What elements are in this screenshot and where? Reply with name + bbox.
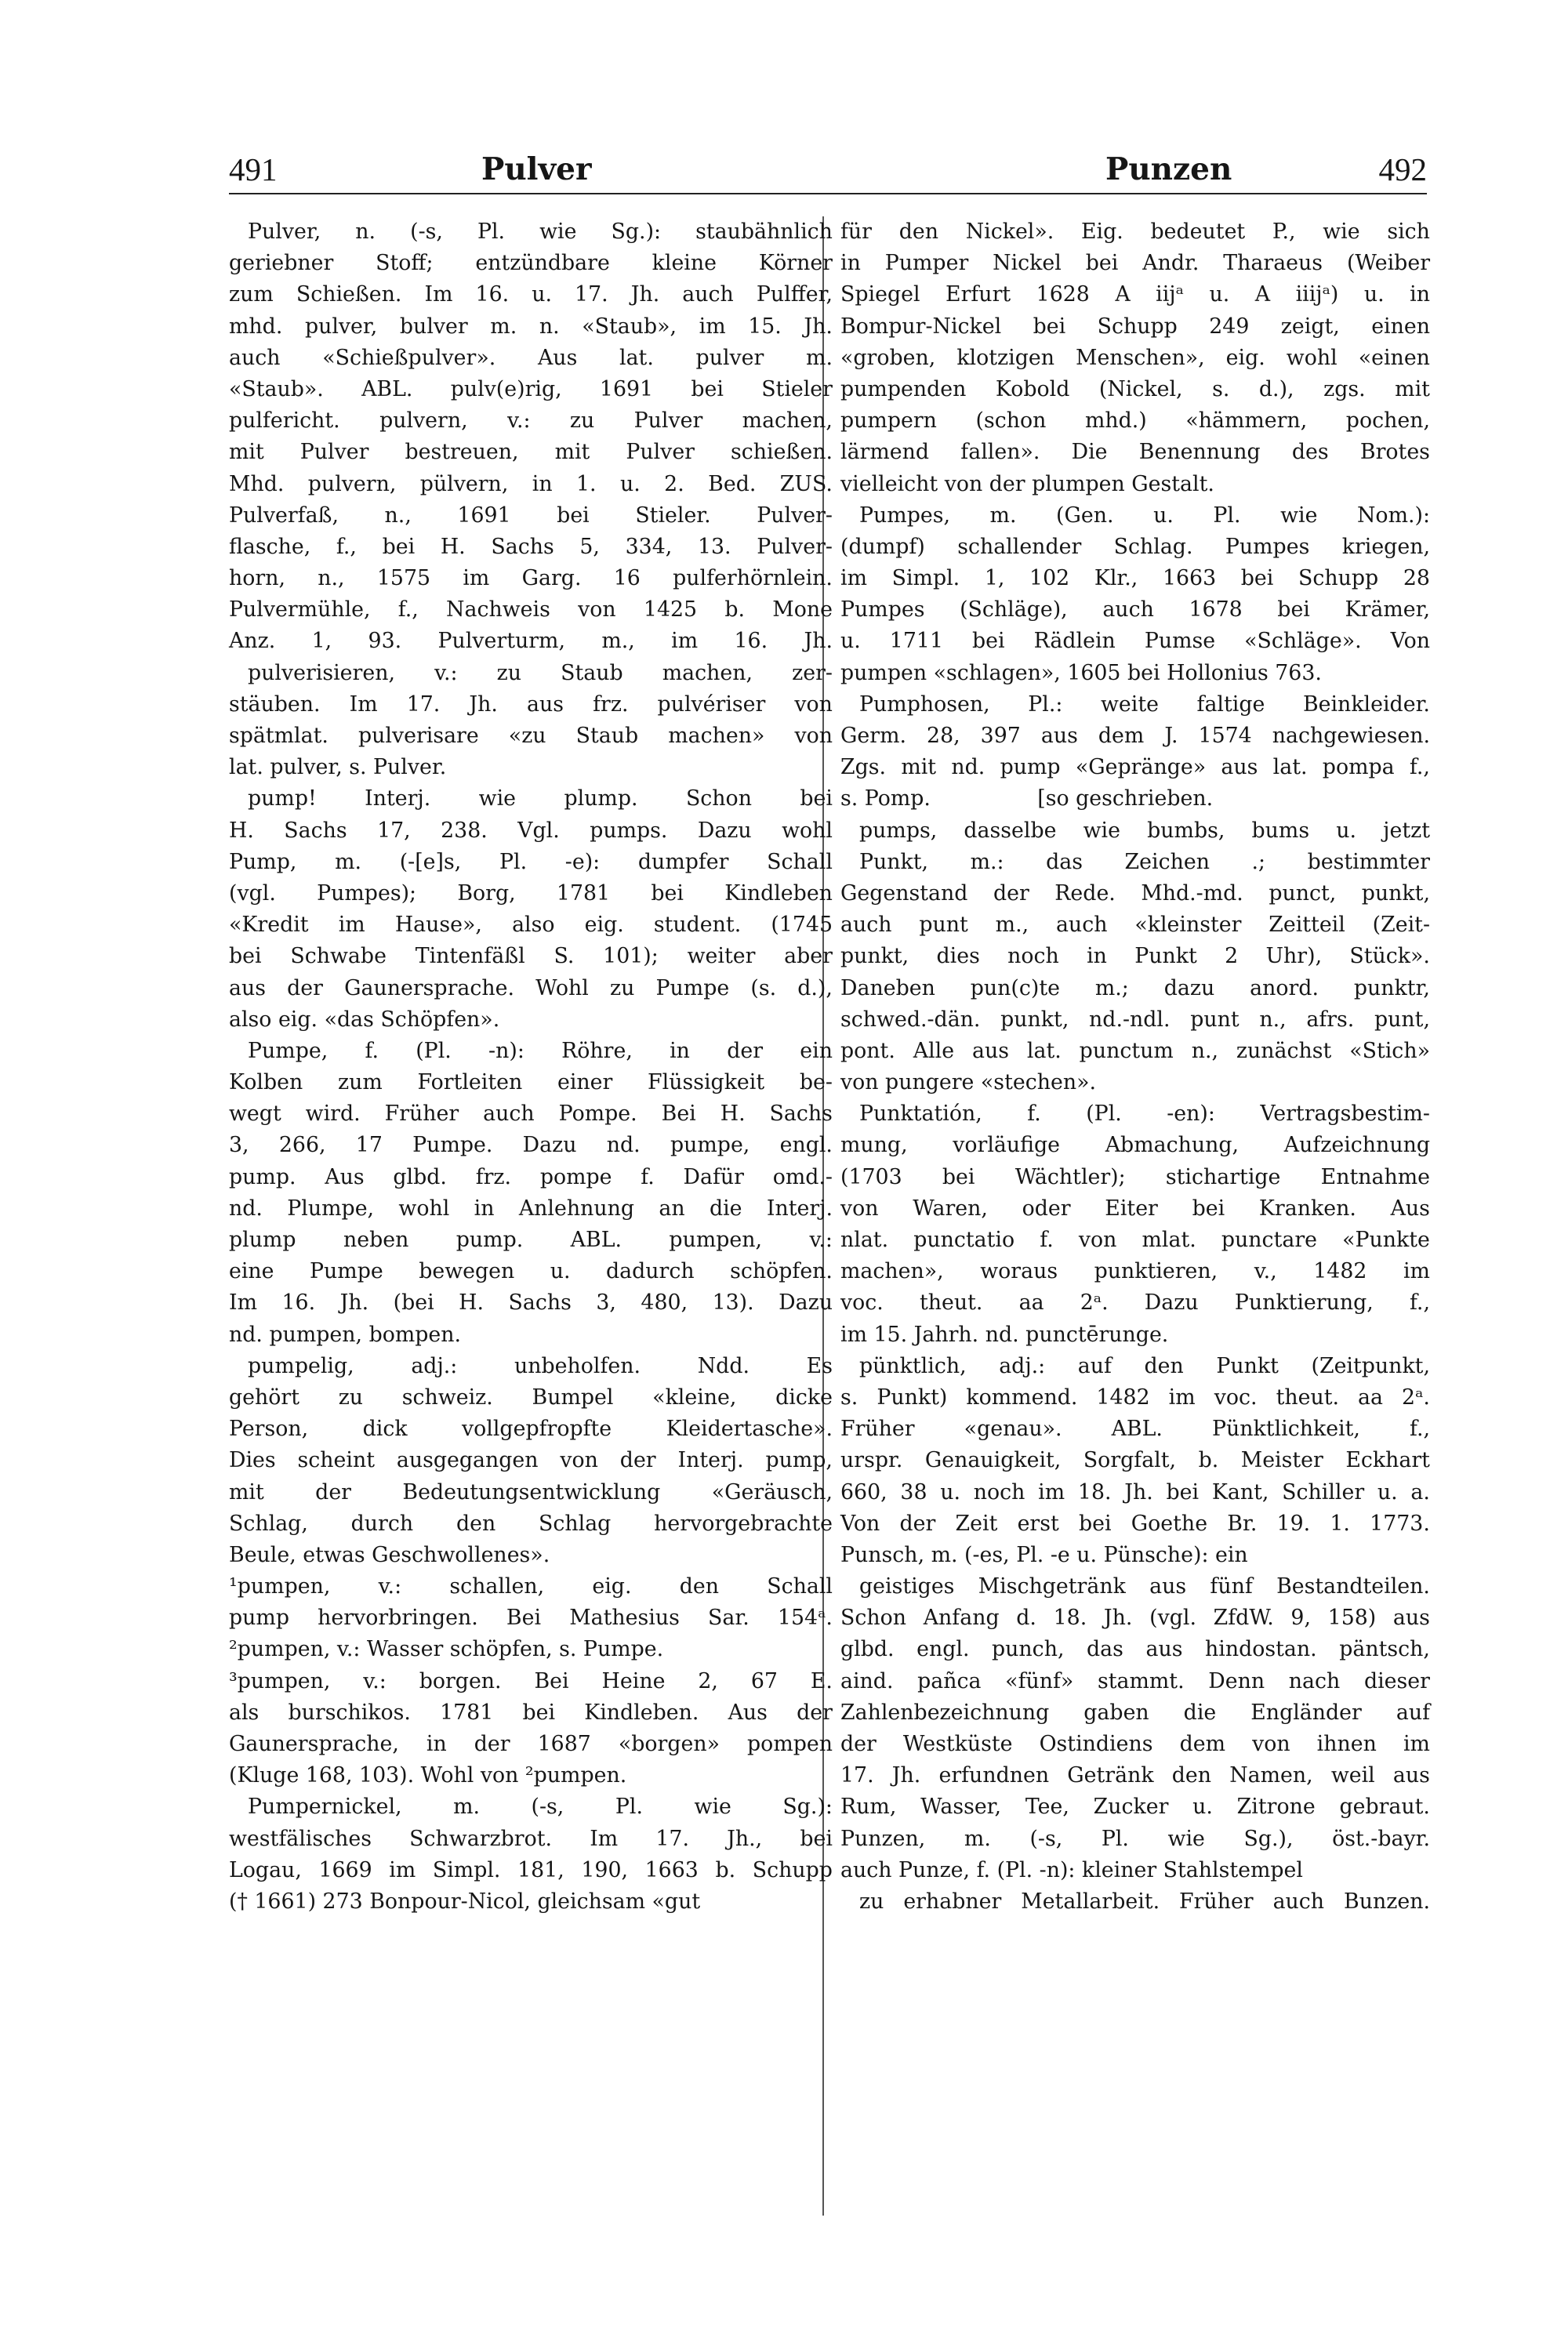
left-column-line: Person, dick vollgepfropfte Kleidertasche».: [229, 1417, 833, 1442]
right-column-line: von pungere «stechen».: [840, 1070, 1096, 1095]
guide-word-right: Punzen: [1105, 151, 1232, 187]
right-column-line: lärmend fallen». Die Benennung des Brotes: [840, 440, 1430, 465]
left-column-line: ²pumpen, v.: Wasser schöpfen, s. Pumpe.: [229, 1637, 664, 1662]
left-column-line: († 1661) 273 Bonpour-Nicol, gleichsam «gut: [229, 1889, 701, 1914]
right-column-line: Bompur-Nickel bei Schupp 249 zeigt, einen: [840, 314, 1430, 339]
left-column-line: Mhd. pulvern, pülvern, in 1. u. 2. Bed. ZUS.: [229, 471, 833, 496]
running-header: [229, 147, 1427, 194]
left-column-line: flasche, f., bei H. Sachs 5, 334, 13. Pulver-: [229, 534, 833, 559]
left-column-line: auch «Schießpulver». Aus lat. pulver m.: [229, 345, 833, 370]
left-column-line: Pumpe, f. (Pl. -n): Röhre, in der ein: [248, 1038, 833, 1063]
right-column-line: «groben, klotzigen Menschen», eig. wohl «einen: [840, 345, 1430, 370]
left-column-line: Anz. 1, 93. Pulverturm, m., im 16. Jh.: [229, 629, 833, 654]
right-column-line: Punzen, m. (-s, Pl. wie Sg.), öst.-bayr.: [840, 1826, 1430, 1851]
right-column-line: Gegenstand der Rede. Mhd.-md. punct, punkt,: [840, 880, 1430, 906]
left-column-line: westfälisches Schwarzbrot. Im 17. Jh., bei: [229, 1826, 833, 1851]
right-column-line: s. Pomp. [so geschrieben.: [840, 786, 1214, 811]
left-column-line: spätmlat. pulverisare «zu Staub machen» von: [229, 724, 833, 748]
left-column-line: pulfericht. pulvern, v.: zu Pulver machen,: [229, 408, 833, 434]
left-column-line: zum Schießen. Im 16. u. 17. Jh. auch Pulffer,: [229, 282, 833, 307]
right-column-line: (dumpf) schallender Schlag. Pumpes kriegen,: [840, 534, 1430, 559]
right-column: [840, 216, 1430, 1918]
left-column-line: Dies scheint ausgegangen von der Interj. pump,: [229, 1448, 833, 1473]
left-column-line: ¹pumpen, v.: schallen, eig. den Schall: [229, 1574, 833, 1599]
left-column-line: Kolben zum Fortleiten einer Flüssigkeit be-: [229, 1070, 833, 1095]
left-column-line: pump hervorbringen. Bei Mathesius Sar. 154ᵃ.: [229, 1606, 833, 1631]
right-column-line: voc. theut. aa 2ᵃ. Dazu Punktierung, f.,: [840, 1290, 1430, 1316]
right-column-line: Von der Zeit erst bei Goethe Br. 19. 1. 1773.: [840, 1511, 1430, 1536]
right-column-line: der Westküste Ostindiens dem von ihnen im: [840, 1732, 1430, 1756]
right-column-line: Spiegel Erfurt 1628 A iijᵃ u. A iiijᵃ) u. in: [840, 282, 1430, 307]
right-column-line: pumpenden Kobold (Nickel, s. d.), zgs. mit: [840, 376, 1430, 401]
right-column-line: pumpern (schon mhd.) «hämmern, pochen,: [840, 408, 1430, 434]
right-column-line: pumpen «schlagen», 1605 bei Hollonius 763.: [840, 660, 1322, 685]
left-column-line: Pulverfaß, n., 1691 bei Stieler. Pulver-: [229, 503, 833, 528]
right-column-line: mung, vorläufige Abmachung, Aufzeichnung: [840, 1133, 1430, 1158]
right-column-line: vielleicht von der plumpen Gestalt.: [840, 471, 1214, 496]
right-column-line: pont. Alle aus lat. punctum n., zunächst «Stich»: [840, 1038, 1430, 1063]
left-column-line: aus der Gaunersprache. Wohl zu Pumpe (s. d.),: [229, 975, 833, 1000]
right-column-line: für den Nickel». Eig. bedeutet P., wie sich: [840, 220, 1430, 244]
right-column-line: im Simpl. 1, 102 Klr., 1663 bei Schupp 28: [840, 566, 1430, 591]
right-column-line: Daneben pun(c)te m.; dazu anord. punktr,: [840, 975, 1430, 1000]
left-column-line: Pumpernickel, m. (-s, Pl. wie Sg.):: [248, 1795, 833, 1820]
right-column-line: aind. pañca «fünf» stammt. Denn nach dieser: [840, 1668, 1430, 1693]
left-column-line: 3, 266, 17 Pumpe. Dazu nd. pumpe, engl.: [229, 1133, 833, 1158]
left-column-line: Pulver, n. (-s, Pl. wie Sg.): staubähnlich: [248, 220, 833, 244]
left-column-line: Gaunersprache, in der 1687 «borgen» pompen: [229, 1732, 833, 1756]
header-rule: [229, 193, 1427, 194]
right-column-line: punkt, dies noch in Punkt 2 Uhr), Stück».: [840, 944, 1430, 969]
page-number-left: 491: [229, 151, 278, 187]
left-column-line: Beule, etwas Geschwollenes».: [229, 1542, 550, 1567]
left-column-line: Im 16. Jh. (bei H. Sachs 3, 480, 13). Dazu: [229, 1290, 833, 1316]
right-column-line: Pumphosen, Pl.: weite faltige Beinkleider.: [859, 691, 1430, 717]
left-column-line: ³pumpen, v.: borgen. Bei Heine 2, 67 E.: [229, 1668, 833, 1693]
left-column-line: mhd. pulver, bulver m. n. «Staub», im 15. Jh.: [229, 314, 833, 339]
right-column-line: pünktlich, adj.: auf den Punkt (Zeitpunkt,: [859, 1353, 1430, 1378]
left-column-line: horn, n., 1575 im Garg. 16 pulferhörnlein.: [229, 566, 833, 591]
right-column-line: Rum, Wasser, Tee, Zucker u. Zitrone gebraut.: [840, 1795, 1430, 1820]
left-column-line: gehört zu schweiz. Bumpel «kleine, dicke: [229, 1385, 833, 1410]
left-column-line: Logau, 1669 im Simpl. 181, 190, 1663 b. Schupp: [229, 1857, 833, 1882]
left-column-line: mit der Bedeutungsentwicklung «Geräusch,: [229, 1479, 833, 1504]
right-column-line: glbd. engl. punch, das aus hindostan. päntsch,: [840, 1637, 1430, 1662]
right-column-line: in Pumper Nickel bei Andr. Tharaeus (Weiber: [840, 251, 1430, 276]
page-number-right: 492: [1378, 151, 1427, 187]
left-column-line: nd. pumpen, bompen.: [229, 1322, 462, 1347]
left-column-line: «Staub». ABL. pulv(e)rig, 1691 bei Stieler: [229, 376, 833, 401]
right-column-line: machen», woraus punktieren, v., 1482 im: [840, 1259, 1430, 1284]
right-column-line: Zgs. mit nd. pump «Gepränge» aus lat. pompa f.,: [840, 755, 1430, 780]
guide-word-left: Pulver: [481, 151, 592, 187]
right-column-line: s. Punkt) kommend. 1482 im voc. theut. aa 2ᵃ.: [840, 1385, 1430, 1410]
right-column-line: urspr. Genauigkeit, Sorgfalt, b. Meister Eckhart: [840, 1448, 1430, 1473]
left-column-line: eine Pumpe bewegen u. dadurch schöpfen.: [229, 1259, 833, 1284]
right-column-line: Pumpes (Schläge), auch 1678 bei Krämer,: [840, 597, 1430, 622]
right-column-line: auch punt m., auch «kleinster Zeitteil (Zeit-: [840, 913, 1430, 938]
left-column-line: pump. Aus glbd. frz. pompe f. Dafür omd.-: [229, 1164, 833, 1189]
right-column-line: Punktatión, f. (Pl. -en): Vertragsbestim-: [859, 1102, 1430, 1127]
right-column-line: (1703 bei Wächtler); stichartige Entnahme: [840, 1164, 1430, 1189]
left-column-line: also eig. «das Schöpfen».: [229, 1007, 500, 1032]
right-column-line: von Waren, oder Eiter bei Kranken. Aus: [840, 1196, 1430, 1221]
left-column-line: wegt wird. Früher auch Pompe. Bei H. Sachs: [229, 1102, 833, 1127]
left-column-line: geriebner Stoff; entzündbare kleine Körner: [229, 251, 833, 276]
right-column-line: Punsch, m. (-es, Pl. -e u. Pünsche): ein: [840, 1542, 1248, 1567]
right-column-line: schwed.-dän. punkt, nd.-ndl. punt n., afrs. punt,: [840, 1007, 1430, 1032]
left-column-line: plump neben pump. ABL. pumpen, v.:: [229, 1228, 833, 1252]
right-column-line: geistiges Mischgetränk aus fünf Bestandteilen.: [859, 1574, 1430, 1599]
right-column-line: zu erhabner Metallarbeit. Früher auch Bunzen.: [859, 1889, 1430, 1914]
left-column-line: pulverisieren, v.: zu Staub machen, zer-: [248, 660, 833, 685]
left-column-line: bei Schwabe Tintenfäßl S. 101); weiter aber: [229, 944, 833, 969]
left-column-line: Pulvermühle, f., Nachweis von 1425 b. Mone: [229, 597, 833, 622]
left-column-line: Pump, m. (-[e]s, Pl. -e): dumpfer Schall: [229, 849, 833, 874]
left-column-line: (vgl. Pumpes); Borg, 1781 bei Kindleben: [229, 880, 833, 906]
left-column-line: pump! Interj. wie plump. Schon bei: [248, 786, 833, 811]
right-column-line: Zahlenbezeichnung gaben die Engländer auf: [840, 1700, 1430, 1725]
right-column-line: Pumpes, m. (Gen. u. Pl. wie Nom.):: [859, 503, 1430, 528]
left-column-line: Schlag, durch den Schlag hervorgebrachte: [229, 1511, 833, 1536]
left-column: [229, 216, 833, 1918]
left-column-line: H. Sachs 17, 238. Vgl. pumps. Dazu wohl: [229, 818, 833, 843]
left-column-line: «Kredit im Hause», also eig. student. (1745: [229, 913, 833, 938]
left-column-line: nd. Plumpe, wohl in Anlehnung an die Interj.: [229, 1196, 833, 1221]
right-column-line: 660, 38 u. noch im 18. Jh. bei Kant, Schiller u. a.: [840, 1479, 1430, 1504]
right-column-line: Früher «genau». ABL. Pünktlichkeit, f.,: [840, 1417, 1430, 1442]
right-column-line: Schon Anfang d. 18. Jh. (vgl. ZfdW. 9, 158) aus: [840, 1606, 1430, 1631]
right-column-line: Punkt, m.: das Zeichen .; bestimmter: [859, 849, 1430, 874]
right-column-line: nlat. punctatio f. von mlat. punctare «Punkte: [840, 1228, 1430, 1252]
left-column-line: als burschikos. 1781 bei Kindleben. Aus der: [229, 1700, 833, 1725]
right-column-line: pumps, dasselbe wie bumbs, bums u. jetzt: [859, 818, 1430, 843]
left-column-line: pumpelig, adj.: unbeholfen. Ndd. Es: [248, 1353, 833, 1378]
left-column-line: stäuben. Im 17. Jh. aus frz. pulvériser von: [229, 691, 833, 717]
left-column-line: lat. pulver, s. Pulver.: [229, 755, 447, 780]
left-column-line: (Kluge 168, 103). Wohl von ²pumpen.: [229, 1763, 627, 1788]
right-column-line: u. 1711 bei Rädlein Pumse «Schläge». Von: [840, 629, 1430, 654]
right-column-line: im 15. Jahrh. nd. punctērunge.: [840, 1322, 1169, 1347]
right-column-line: 17. Jh. erfundnen Getränk den Namen, weil aus: [840, 1763, 1430, 1788]
right-column-line: auch Punze, f. (Pl. -n): kleiner Stahlstempel: [840, 1857, 1303, 1882]
right-column-line: Germ. 28, 397 aus dem J. 1574 nachgewiesen.: [840, 724, 1430, 748]
left-column-line: mit Pulver bestreuen, mit Pulver schießen.: [229, 440, 833, 465]
